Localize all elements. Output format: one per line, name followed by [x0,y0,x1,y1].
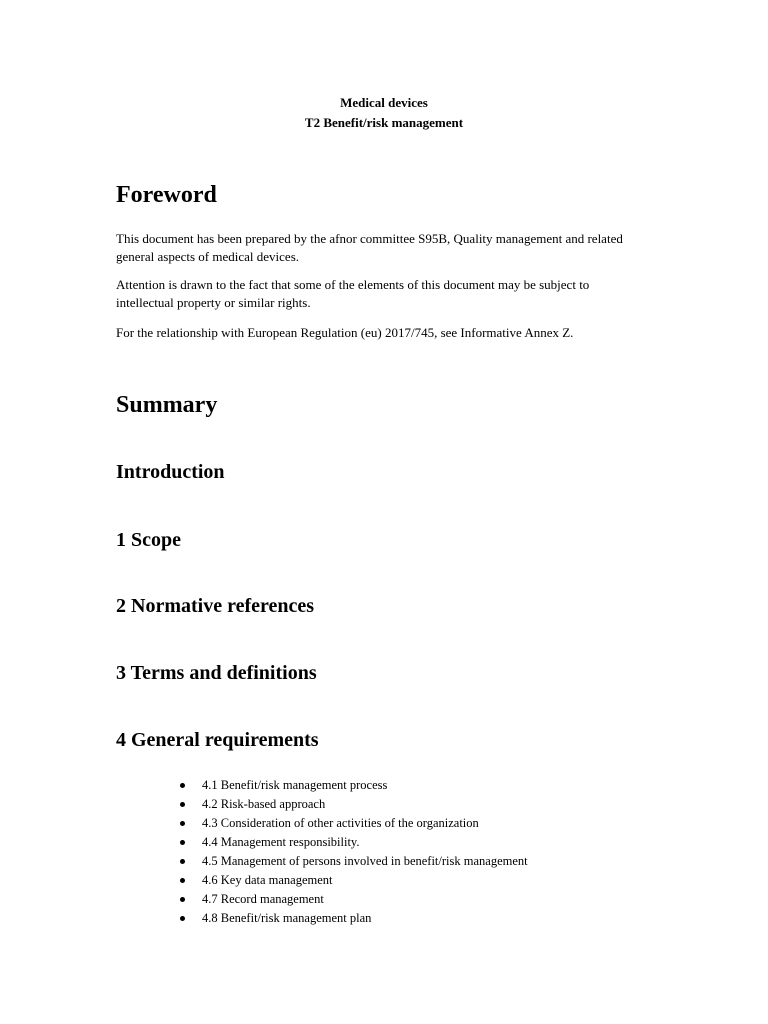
bullet-icon [180,821,185,826]
list-item-label: 4.4 Management responsibility. [202,835,360,849]
list-item-label: 4.1 Benefit/risk management process [202,778,388,792]
list-item-label: 4.5 Management of persons involved in benefit/risk management [202,854,528,868]
list-item-label: 4.7 Record management [202,892,324,906]
foreword-paragraph-2: Attention is drawn to the fact that some of the elements of this document may be subject to intellectual property or similar rights. [116,277,590,310]
bullet-icon [180,916,185,921]
list-item [180,871,528,890]
bullet-icon [180,859,185,864]
bullet-icon [180,840,185,845]
foreword-paragraph-3: For the relationship with European Regulation (eu) 2017/745, see Informative Annex Z. [116,325,574,340]
list-item [180,833,528,852]
list-item [180,776,528,795]
bullet-icon [180,802,185,807]
document-header-line-2: T2 Benefit/risk management [304,115,464,130]
list-item [180,814,528,833]
foreword-heading: Foreword [116,182,217,208]
bullet-icon [180,783,185,788]
list-item-label: 4.6 Key data management [202,873,333,887]
section-normative-references: 2 Normative references [116,595,315,617]
section-introduction: Introduction [116,461,225,483]
list-item [180,909,528,928]
list-item-label: 4.3 Consideration of other activities of the organization [202,816,479,830]
bullet-icon [180,878,185,883]
summary-heading: Summary [116,392,218,418]
document-header-line-1: Medical devices [340,95,428,110]
list-item [180,852,528,871]
section-terms-and-definitions: 3 Terms and definitions [116,662,317,684]
section-general-requirements: 4 General requirements [116,729,319,751]
list-item-label: 4.2 Risk-based approach [202,797,326,811]
section-scope: 1 Scope [116,529,181,551]
foreword-paragraph-1: This document has been prepared by the afnor committee S95B, Quality management and related general aspects of medical devices. [116,231,623,264]
list-item [180,795,528,814]
bullet-icon [180,897,185,902]
list-item-label: 4.8 Benefit/risk management plan [202,911,372,925]
list-item [180,890,528,909]
general-requirements-list [180,776,528,928]
